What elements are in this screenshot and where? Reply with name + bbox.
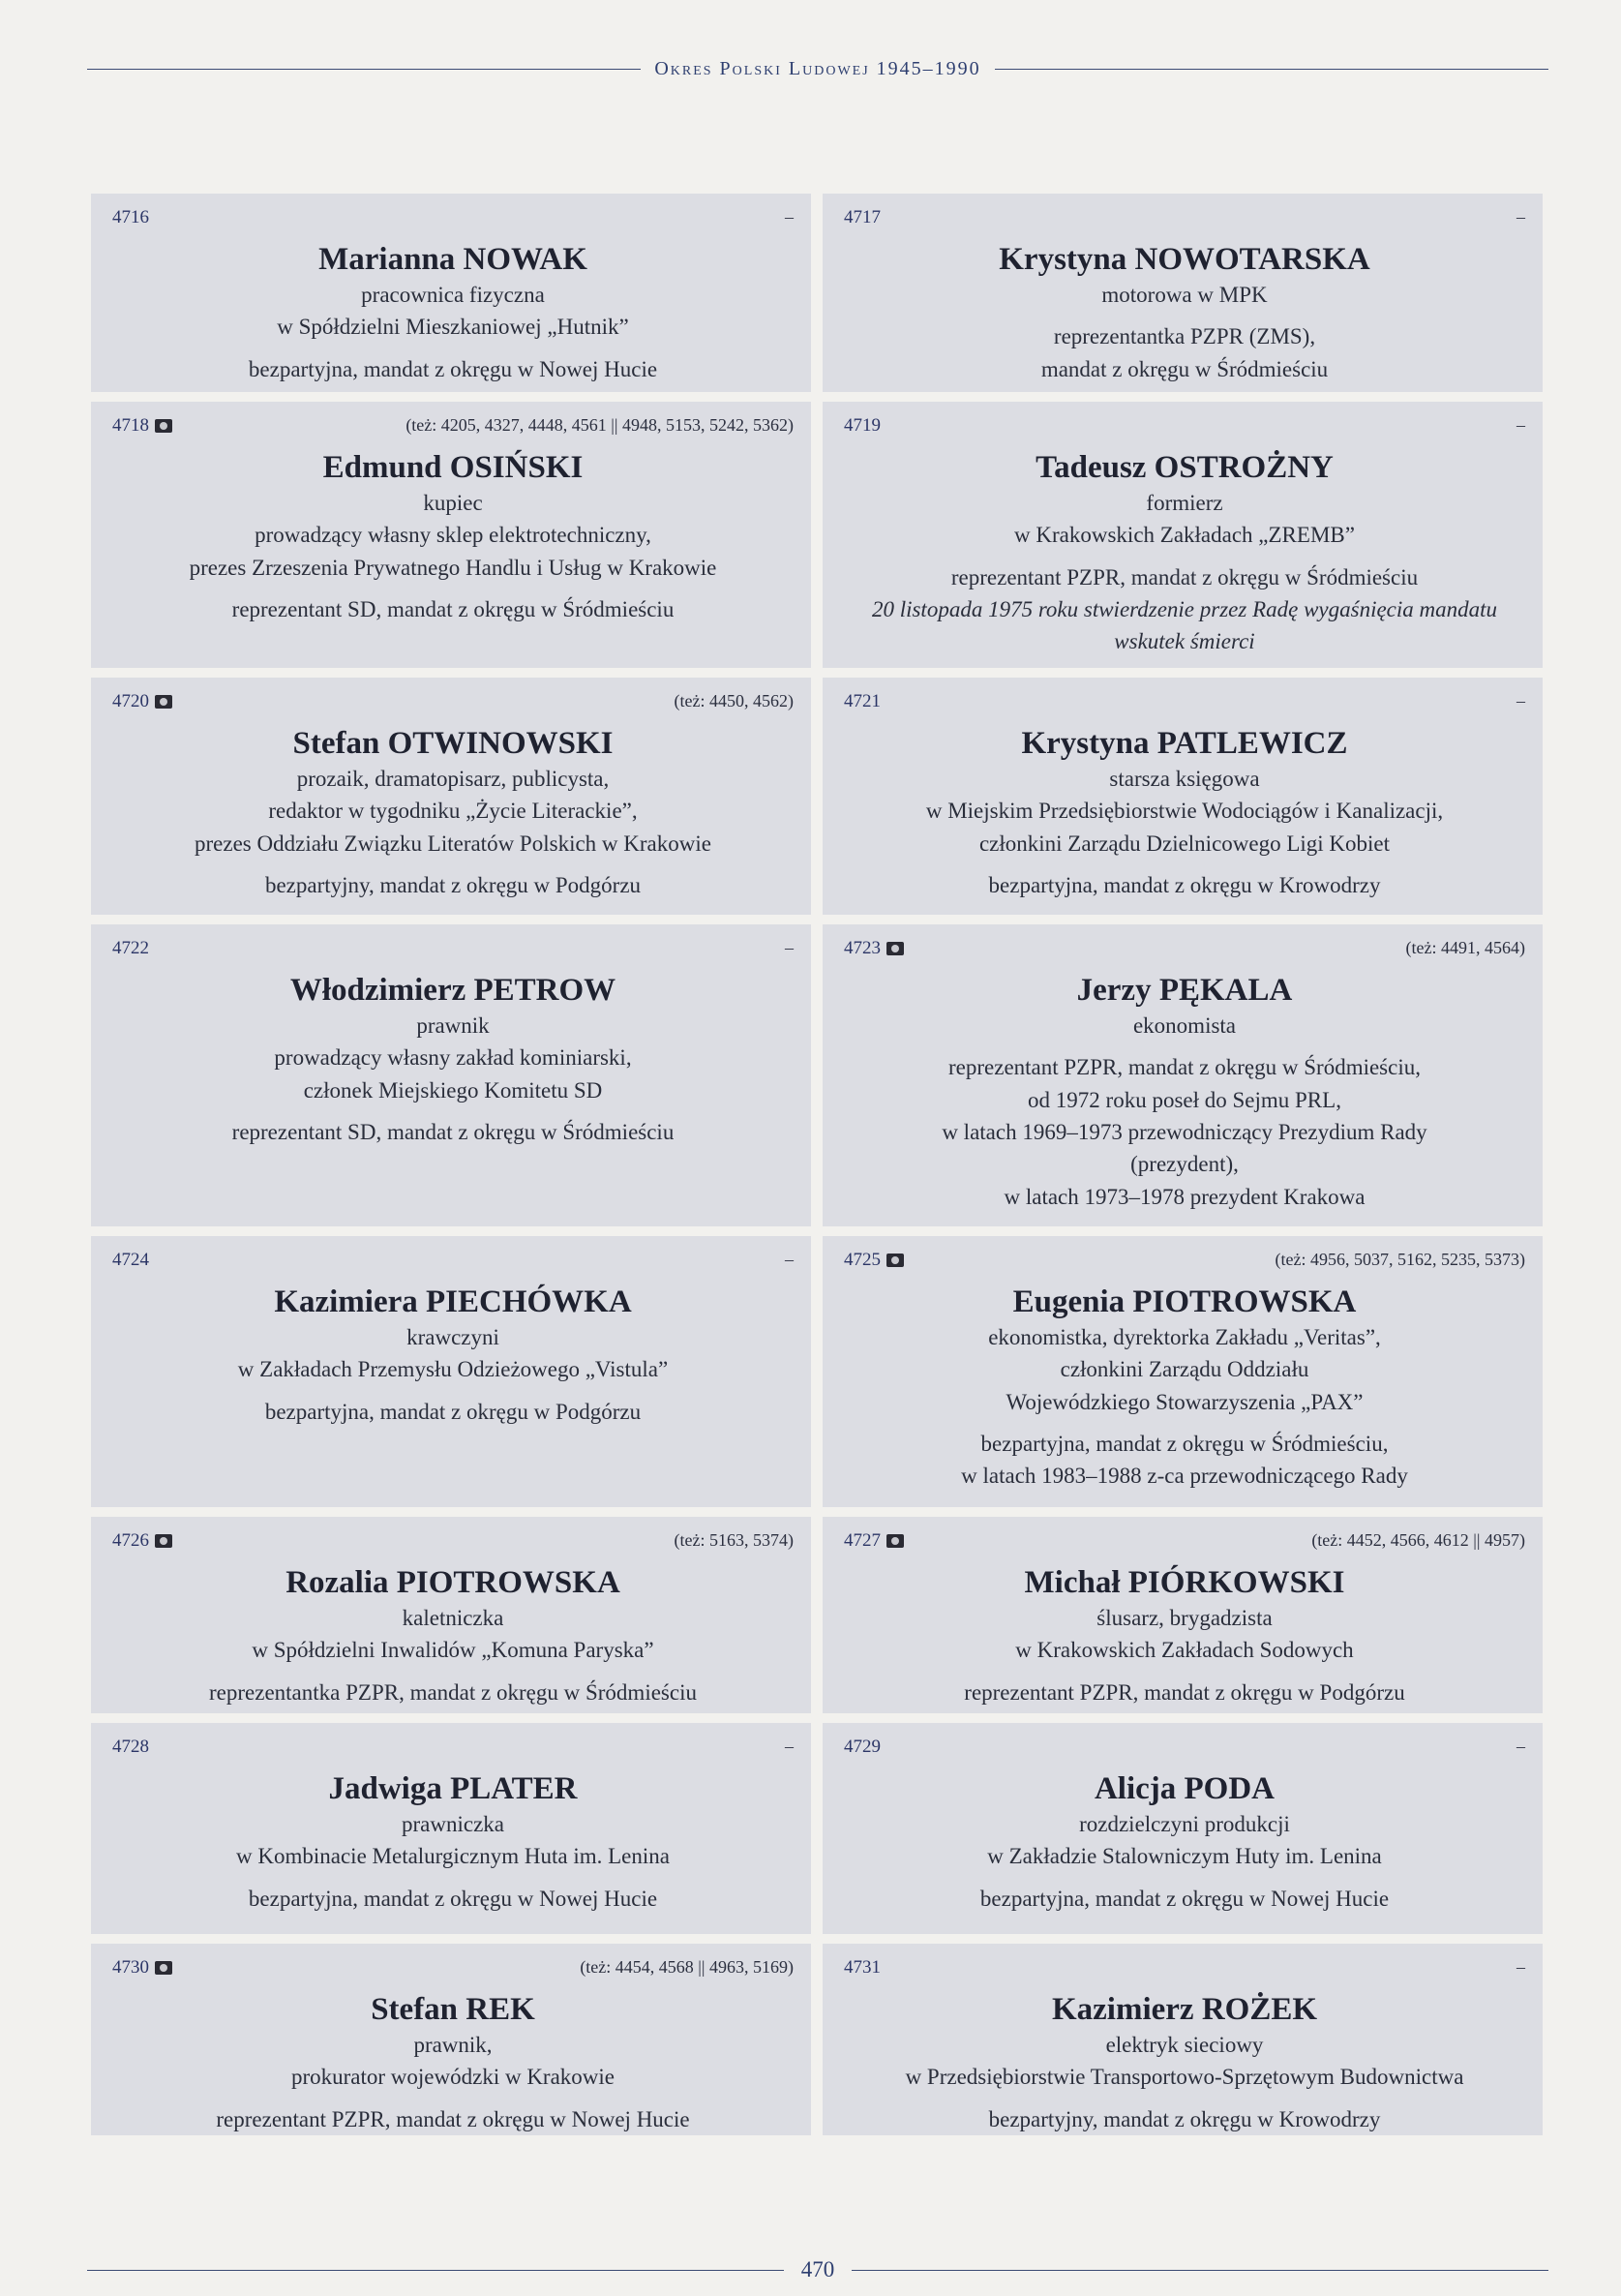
entry-card: [823, 678, 1543, 915]
camera-icon: [886, 1534, 904, 1548]
person-name: Kazimierz ROŻEK: [1051, 1992, 1318, 2027]
role-line: ekonomista: [1132, 1012, 1237, 1038]
mandate-block: [112, 1883, 794, 1915]
note-line: 20 listopada 1975 roku stwierdzenie przez Radę wygaśnięcia mandatu: [871, 596, 1498, 621]
person-name: Stefan REK: [371, 1992, 535, 2027]
mandate-block: [112, 1677, 794, 1708]
person-name: Marianna NOWAK: [318, 242, 587, 277]
person-name: Jadwiga PLATER: [328, 1771, 578, 1806]
role-line: prowadzący własny sklep elektrotechniczny,: [255, 523, 651, 548]
entry-crossref: (też: 4956, 5037, 5162, 5235, 5373): [1275, 1250, 1525, 1269]
header-title: Okres Polski Ludowej 1945–1990: [654, 57, 981, 79]
entry-number-text: 4721: [844, 691, 881, 711]
entry-number: [112, 1737, 149, 1758]
entry-crossref: –: [785, 1737, 794, 1756]
mandate-block: [844, 320, 1525, 385]
mandate-line: reprezentantka PZPR, mandat z okręgu w Śródmieściu: [209, 1679, 697, 1705]
person-name: Krystyna PATLEWICZ: [1021, 726, 1348, 761]
person-name: Krystyna NOWOTARSKA: [999, 242, 1370, 277]
entry-number: [844, 1957, 881, 1979]
entry-crossref: (też: 4491, 4564): [1405, 938, 1525, 957]
entry-number-text: 4724: [112, 1250, 149, 1270]
role-line: kupiec: [423, 490, 483, 515]
mandate-block: [844, 561, 1525, 593]
mandate-line: bezpartyjny, mandat z okręgu w Krowodrzy: [988, 2106, 1381, 2131]
page-footer: [87, 2255, 1548, 2284]
entry-card: [823, 402, 1543, 668]
camera-icon: [155, 419, 172, 433]
mandate-line: w latach 1973–1978 prezydent Krakowa: [1004, 1184, 1366, 1209]
entry-number: [844, 207, 881, 228]
mandate-block: [112, 353, 794, 385]
entry-card: [91, 1517, 811, 1713]
entry-card: [91, 194, 811, 392]
person-name: Stefan OTWINOWSKI: [292, 726, 614, 761]
entry-number-text: 4720: [112, 691, 149, 711]
entry-number: [844, 1530, 904, 1552]
mandate-line: reprezentant PZPR, mandat z okręgu w Podgórzu: [964, 1679, 1405, 1705]
mandate-block: [844, 2103, 1525, 2135]
entry-number-text: 4716: [112, 207, 149, 227]
entry-crossref: –: [1516, 1957, 1525, 1977]
role-line: prozaik, dramatopisarz, publicysta,: [296, 766, 610, 791]
entry-number: [844, 1250, 904, 1271]
entry-crossref: (też: 5163, 5374): [674, 1530, 794, 1550]
person-name: Edmund OSIŃSKI: [322, 450, 584, 485]
role-line: Wojewódzkiego Stowarzyszenia „PAX”: [1006, 1389, 1364, 1414]
camera-icon: [155, 1534, 172, 1548]
role-line: elektryk sieciowy: [1105, 2032, 1264, 2057]
entry-card: [91, 1944, 811, 2135]
role-line: w Zakładach Przemysłu Odzieżowego „Vistula”: [237, 1357, 669, 1382]
mandate-line: bezpartyjny, mandat z okręgu w Podgórzu: [264, 872, 642, 897]
header-rule-left: [87, 69, 641, 70]
role-line: kaletniczka: [402, 1605, 504, 1630]
entry-number-text: 4730: [112, 1957, 149, 1978]
entry-number-text: 4725: [844, 1250, 881, 1270]
entry-crossref: –: [785, 207, 794, 227]
entry-crossref: –: [1516, 415, 1525, 435]
person-name: Alicja PODA: [1094, 1771, 1276, 1806]
entry-crossref: –: [1516, 1737, 1525, 1756]
entry-number-text: 4728: [112, 1737, 149, 1757]
mandate-line: reprezentant SD, mandat z okręgu w Śródmieściu: [231, 596, 675, 621]
running-header: [87, 54, 1548, 83]
entry-number: [112, 1957, 172, 1979]
camera-icon: [886, 942, 904, 955]
entry-card: [823, 1236, 1543, 1507]
mandate-line: reprezentant SD, mandat z okręgu w Śródmieściu: [231, 1119, 675, 1144]
footer-rule-left: [87, 2270, 784, 2271]
entry-crossref: (też: 4452, 4566, 4612 || 4957): [1311, 1530, 1525, 1550]
entry-number: [844, 1737, 881, 1758]
mandate-line: reprezentant PZPR, mandat z okręgu w Śródmieściu,: [948, 1055, 1421, 1080]
role-line: prezes Oddziału Związku Literatów Polskich w Krakowie: [195, 831, 711, 856]
entry-card: [91, 1723, 811, 1934]
entry-crossref: (też: 4450, 4562): [674, 691, 794, 710]
mandate-block: [844, 1428, 1525, 1493]
camera-icon: [155, 1961, 172, 1975]
role-line: w Kombinacie Metalurgicznym Huta im. Lenina: [236, 1844, 670, 1869]
entry-crossref: (też: 4205, 4327, 4448, 4561 || 4948, 5153, 5242, 5362): [405, 415, 794, 435]
person-name: Tadeusz OSTROŻNY: [1036, 450, 1334, 485]
entry-crossref: –: [785, 1250, 794, 1269]
role-line: członkini Zarządu Oddziału: [1060, 1357, 1309, 1382]
footer-rule-right: [852, 2270, 1548, 2271]
role-line: członek Miejskiego Komitetu SD: [303, 1077, 603, 1103]
mandate-line: (prezydent),: [1130, 1152, 1239, 1177]
entry-number-text: 4723: [844, 938, 881, 958]
entry-number: [112, 938, 149, 959]
mandate-line: bezpartyjna, mandat z okręgu w Nowej Hucie: [979, 1886, 1390, 1911]
role-line: rozdzielczyni produkcji: [1079, 1811, 1290, 1836]
role-line: w Przedsiębiorstwie Transportowo-Sprzętowym Budownictwa: [905, 2065, 1464, 2090]
camera-icon: [155, 695, 172, 709]
person-name: Kazimiera PIECHÓWKA: [274, 1284, 632, 1319]
entry-number-text: 4718: [112, 415, 149, 436]
role-line: w Krakowskich Zakładach Sodowych: [1015, 1638, 1354, 1663]
mandate-block: [844, 1883, 1525, 1915]
entry-number: [112, 415, 172, 437]
role-line: pracownica fizyczna: [361, 282, 545, 307]
entry-number: [112, 691, 172, 712]
entry-number-text: 4729: [844, 1737, 881, 1757]
entry-card: [823, 1723, 1543, 1934]
mandate-block: [844, 1677, 1525, 1708]
entry-crossref: (też: 4454, 4568 || 4963, 5169): [580, 1957, 794, 1977]
entry-card: [823, 1944, 1543, 2135]
role-line: w Zakładzie Stalowniczym Huty im. Lenina: [987, 1844, 1382, 1869]
entry-card: [91, 1236, 811, 1507]
entry-number-text: 4731: [844, 1957, 881, 1978]
person-name: Michał PIÓRKOWSKI: [1024, 1565, 1345, 1600]
mandate-line: reprezentant PZPR, mandat z okręgu w Śródmieściu: [950, 564, 1419, 589]
mandate-line: w latach 1983–1988 z-ca przewodniczącego Rady: [961, 1464, 1408, 1489]
camera-icon: [886, 1254, 904, 1267]
entry-card: [823, 924, 1543, 1226]
mandate-block: [112, 1396, 794, 1428]
role-line: redaktor w tygodniku „Życie Literackie”,: [268, 799, 638, 824]
mandate-line: bezpartyjna, mandat z okręgu w Nowej Hucie: [248, 356, 658, 381]
mandate-line: reprezentant PZPR, mandat z okręgu w Nowej Hucie: [216, 2106, 690, 2131]
role-line: prawniczka: [402, 1811, 504, 1836]
role-line: ekonomistka, dyrektorka Zakładu „Veritas”,: [988, 1324, 1381, 1349]
role-line: członkini Zarządu Dzielnicowego Ligi Kobiet: [978, 831, 1391, 856]
mandate-line: reprezentantka PZPR (ZMS),: [1053, 324, 1316, 349]
entry-card: [91, 402, 811, 668]
note-line: wskutek śmierci: [1114, 629, 1255, 654]
mandate-line: od 1972 roku poseł do Sejmu PRL,: [1028, 1087, 1341, 1112]
entries-grid: [91, 194, 1543, 2135]
role-line: prezes Zrzeszenia Prywatnego Handlu i Usług w Krakowie: [189, 555, 717, 580]
entry-number: [844, 415, 881, 437]
mandate-block: [112, 869, 794, 901]
mandate-line: w latach 1969–1973 przewodniczący Prezydium Rady: [942, 1119, 1427, 1144]
role-line: prokurator wojewódzki w Krakowie: [290, 2065, 615, 2090]
entry-crossref: –: [785, 938, 794, 957]
role-line: formierz: [1146, 490, 1223, 515]
mandate-line: mandat z okręgu w Śródmieściu: [1040, 356, 1329, 381]
person-name: Włodzimierz PETROW: [289, 973, 616, 1008]
mandate-line: bezpartyjna, mandat z okręgu w Nowej Hucie: [248, 1886, 658, 1911]
entry-number-text: 4726: [112, 1530, 149, 1551]
entry-number-text: 4722: [112, 938, 149, 958]
entry-number-text: 4727: [844, 1530, 881, 1551]
entry-card: [823, 194, 1543, 392]
role-line: ślusarz, brygadzista: [1096, 1605, 1273, 1630]
role-line: starsza księgowa: [1109, 766, 1260, 791]
entry-number: [844, 938, 904, 959]
role-line: w Miejskim Przedsiębiorstwie Wodociągów i Kanalizacji,: [925, 799, 1444, 824]
entry-number: [112, 1250, 149, 1271]
person-name: Jerzy PĘKALA: [1076, 973, 1293, 1008]
entry-number: [112, 207, 149, 228]
entry-number-text: 4717: [844, 207, 881, 227]
mandate-line: bezpartyjna, mandat z okręgu w Śródmieściu,: [980, 1431, 1389, 1456]
entry-crossref: –: [1516, 207, 1525, 227]
page-number: 470: [800, 2257, 835, 2281]
header-rule-right: [995, 69, 1548, 70]
entry-crossref: –: [1516, 691, 1525, 710]
mandate-line: bezpartyjna, mandat z okręgu w Krowodrzy: [988, 872, 1381, 897]
entry-card: [823, 1517, 1543, 1713]
entry-card: [91, 678, 811, 915]
role-line: prawnik: [416, 1012, 490, 1038]
mandate-line: bezpartyjna, mandat z okręgu w Podgórzu: [264, 1399, 642, 1424]
role-line: motorowa w MPK: [1101, 282, 1268, 307]
role-line: w Krakowskich Zakładach „ZREMB”: [1014, 523, 1355, 548]
role-line: w Spółdzielni Mieszkaniowej „Hutnik”: [277, 315, 629, 340]
mandate-block: [112, 2103, 794, 2135]
person-name: Eugenia PIOTROWSKA: [1012, 1284, 1357, 1319]
role-line: krawczyni: [406, 1324, 499, 1349]
entry-number: [844, 691, 881, 712]
entry-number: [112, 1530, 172, 1552]
entry-number-text: 4719: [844, 415, 881, 436]
role-line: prowadzący własny zakład kominiarski,: [274, 1045, 632, 1071]
mandate-block: [112, 1116, 794, 1148]
mandate-block: [844, 1051, 1525, 1213]
mandate-block: [112, 593, 794, 625]
mandate-block: [844, 869, 1525, 901]
person-name: Rozalia PIOTROWSKA: [285, 1565, 620, 1600]
role-line: w Spółdzielni Inwalidów „Komuna Paryska”: [252, 1638, 654, 1663]
entry-card: [91, 924, 811, 1226]
role-line: prawnik,: [413, 2032, 493, 2057]
